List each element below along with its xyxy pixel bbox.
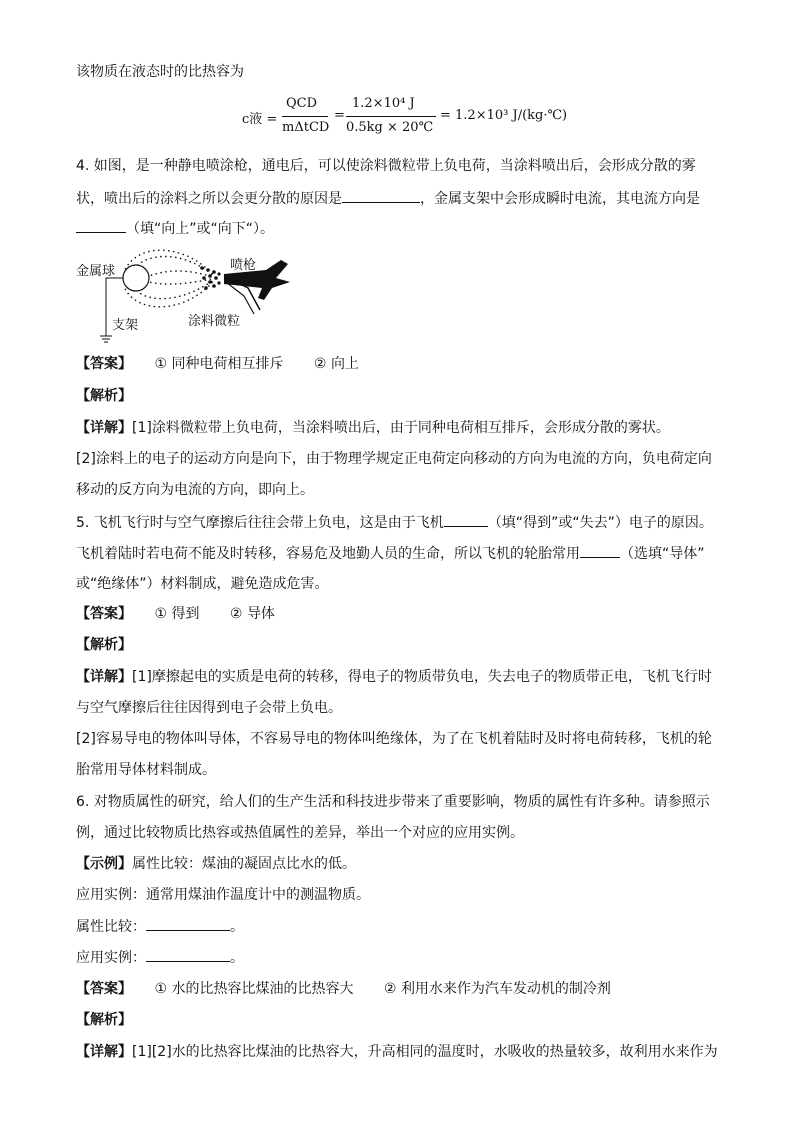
fraction-bar-1: [282, 116, 328, 117]
formula-numerator-2: 1.2×10⁴ J: [352, 96, 415, 111]
formula-equals: =: [334, 108, 345, 123]
q4-answer-2: 向上: [330, 356, 359, 372]
q6-blank-1[interactable]: [146, 916, 230, 931]
q5-detail-3: [2]容易导电的物体叫导体，不容易导电的物体叫绝缘体，为了在飞机着陆时及时将电荷转移，飞机的轮: [76, 731, 712, 747]
q5-answer-1: 得到: [171, 606, 200, 622]
q4-answer: [76, 354, 359, 374]
q4-line3: [76, 218, 274, 239]
q6-app-label: 应用实例：: [76, 950, 146, 966]
label-metal-ball: 金属球: [76, 264, 116, 279]
q6-analysis-tag: 【解析】: [76, 1012, 132, 1028]
q4-line1: 4. 如图，是一种静电喷涂枪，通电后，可以使涂料微粒带上负电荷，当涂料喷出后，会形成分散的雾: [76, 158, 696, 174]
q4-line3-text: （填“向上”或“向下“）。: [126, 221, 275, 237]
answer-tag: 【答案】: [76, 981, 132, 997]
q5-line1: [76, 512, 713, 533]
q6-prop-label: 属性比较：: [76, 919, 146, 935]
specific-heat-formula: [242, 96, 572, 142]
q4-line2: [76, 188, 700, 209]
q6-example-app: 应用实例：通常用煤油作温度计中的测温物质。: [76, 887, 370, 903]
answer-marker-2: ②: [313, 356, 327, 372]
q6-line2: 例，通过比较物质比热容或热值属性的差异，举出一个对应的应用实例。: [76, 825, 524, 841]
spray-gun-figure: [76, 248, 306, 348]
detail-tag: 【详解】: [76, 420, 132, 436]
formula-denominator-2: 0.5kg × 20℃: [346, 120, 434, 135]
q5-line1-text-b: （填“得到”或“失去”）电子的原因。: [487, 515, 713, 531]
fraction-bar-2: [346, 116, 436, 117]
q6-prop-line: [76, 916, 244, 937]
answer-marker-1: ①: [154, 606, 168, 622]
q6-detail-1: [76, 1042, 718, 1062]
q5-answer: [76, 604, 275, 624]
answer-tag: 【答案】: [76, 606, 132, 622]
q5-blank-1[interactable]: [444, 512, 488, 527]
q5-blank-2[interactable]: [580, 543, 620, 558]
q4-detail-1: [76, 418, 670, 438]
q4-blank-1[interactable]: [342, 188, 420, 203]
q6-answer-1: 水的比热容比煤油的比热容大: [171, 981, 354, 997]
q6-period-2: 。: [230, 950, 244, 966]
q6-period-1: 。: [230, 919, 244, 935]
q4-detail-3: 移动的反方向为电流的方向，即向上。: [76, 482, 314, 498]
q4-answer-1: 同种电荷相互排斥: [171, 356, 284, 372]
formula-lhs: c液 =: [242, 112, 278, 127]
metal-ball-shape: [123, 265, 149, 291]
q5-line2-text-b: （选填“导体”: [620, 546, 705, 562]
q6-answer-2: 利用水来作为汽车发动机的制冷剂: [400, 981, 611, 997]
q5-answer-2: 导体: [246, 606, 275, 622]
q5-line2-text-a: 飞机着陆时若电荷不能及时转移，容易危及地勤人员的生命，所以飞机的轮胎常用: [76, 546, 580, 562]
q6-example-text: 属性比较：煤油的凝固点比水的低。: [132, 856, 356, 872]
label-stand: 支架: [112, 318, 139, 333]
q5-detail-1-text: [1]摩擦起电的实质是电荷的转移，得电子的物质带负电，失去电子的物质带正电，飞机飞行时: [132, 669, 712, 685]
q6-line1: 6. 对物质属性的研究，给人们的生产生活和科技进步带来了重要影响，物质的属性有许多种。请参照示: [76, 794, 710, 810]
answer-marker-1: ①: [154, 981, 168, 997]
q6-detail-1-text: [1][2]水的比热容比煤油的比热容大，升高相同的温度时，水吸收的热量较多，故利用水来作为: [132, 1044, 718, 1060]
q6-answer: [76, 979, 611, 999]
answer-marker-2: ②: [229, 606, 243, 622]
q6-blank-2[interactable]: [146, 947, 230, 962]
answer-marker-2: ②: [383, 981, 397, 997]
q4-detail-1-text: [1]涂料微粒带上负电荷，当涂料喷出后，由于同种电荷相互排斥，会形成分散的雾状。: [132, 420, 670, 436]
detail-tag: 【详解】: [76, 669, 132, 685]
q6-app-line: [76, 947, 244, 968]
formula-result: = 1.2×10³ J/(kg·℃): [440, 108, 568, 123]
q5-line3: 或“绝缘体”）材料制成，避免造成危害。: [76, 576, 329, 592]
formula-denominator-1: mΔtCD: [282, 120, 330, 135]
intro-text: 该物质在液态时的比热容为: [76, 64, 244, 80]
q5-line1-text-a: 5. 飞机飞行时与空气摩擦后往往会带上负电，这是由于飞机: [76, 515, 444, 531]
label-paint-particles: 涂料微粒: [188, 314, 241, 329]
q4-analysis-tag: 【解析】: [76, 388, 132, 404]
label-spray-gun: 喷枪: [230, 258, 257, 273]
q4-line2-text-a: 状，喷出后的涂料之所以会更分散的原因是: [76, 191, 342, 207]
q4-line2-text-b: ，金属支架中会形成瞬时电流，其电流方向是: [420, 191, 700, 207]
q5-detail-2: 与空气摩擦后往往因得到电子会带上负电。: [76, 700, 342, 716]
q5-detail-1: [76, 667, 712, 687]
q5-analysis-tag: 【解析】: [76, 637, 132, 653]
example-tag: 【示例】: [76, 856, 132, 872]
q6-example: [76, 854, 356, 874]
q4-blank-2[interactable]: [76, 218, 126, 233]
q5-line2: [76, 543, 705, 564]
q4-detail-2: [2]涂料上的电子的运动方向是向下，由于物理学规定正电荷定向移动的方向为电流的方向，负电荷定向: [76, 451, 712, 467]
answer-marker-1: ①: [154, 356, 168, 372]
formula-numerator-1: QCD: [286, 96, 318, 111]
answer-tag: 【答案】: [76, 356, 132, 372]
particle-paths: [124, 250, 216, 307]
q5-detail-4: 胎常用导体材料制成。: [76, 762, 216, 778]
detail-tag: 【详解】: [76, 1044, 132, 1060]
